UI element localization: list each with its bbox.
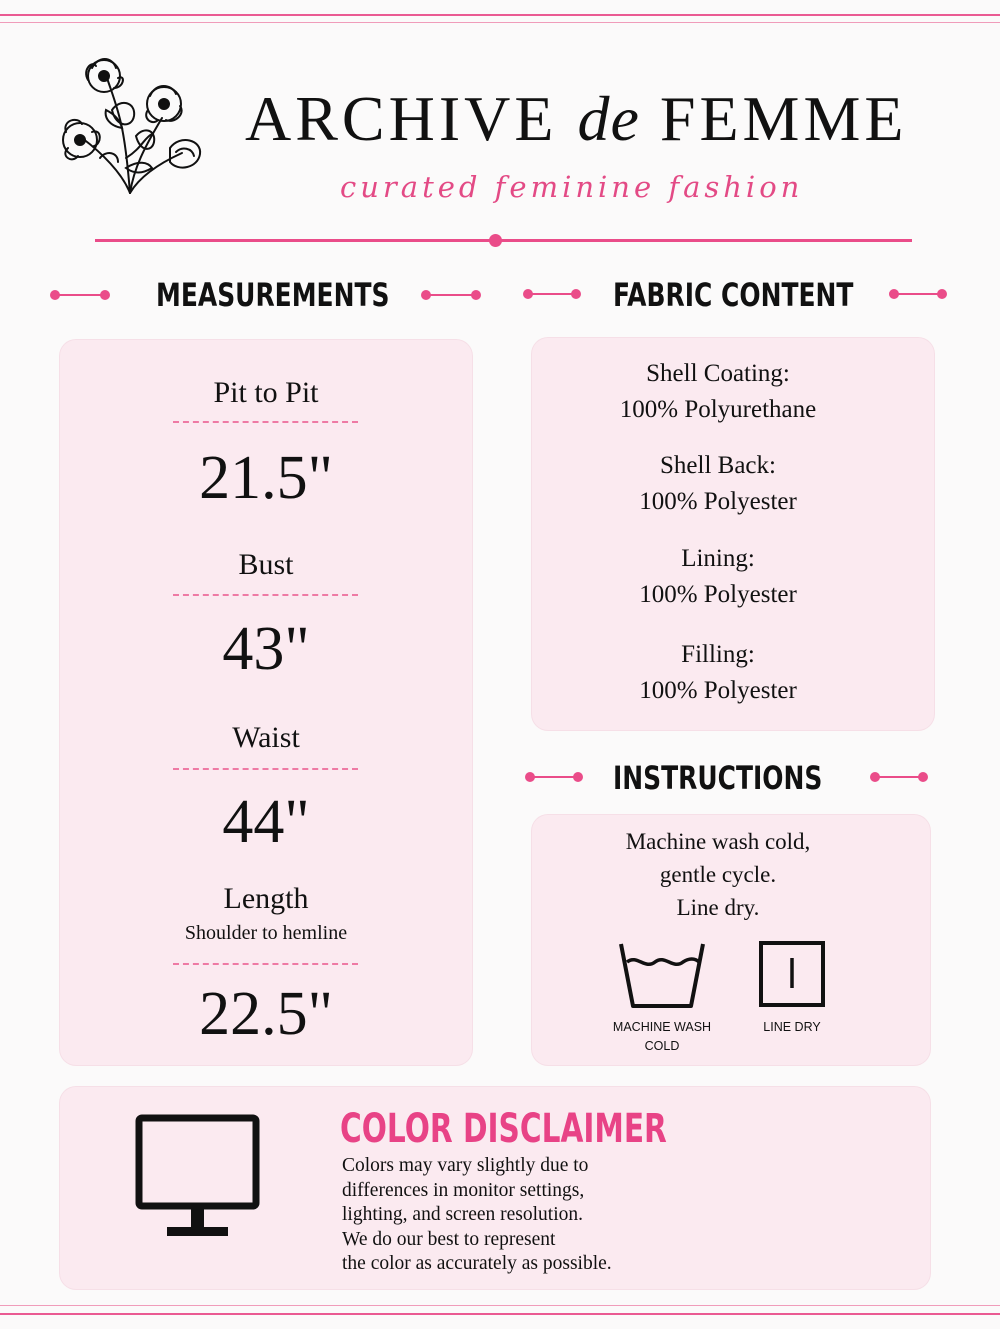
measurement-value: 21.5" [199,444,333,512]
fabric-item-label: Shell Back: [660,452,776,479]
fabric-item [532,541,904,613]
disclaimer-line: We do our best to represent [342,1228,556,1250]
care-label-line: MACHINE WASH [612,1020,712,1034]
brand-title-main: ARCHIVE [245,83,558,154]
measurements-heading: MEASUREMENTS [156,276,390,314]
flower-bouquet-icon [52,48,212,198]
instructions-deco-right [875,776,923,778]
measurement-divider [173,594,358,596]
disclaimer-line: lighting, and screen resolution. [342,1204,583,1225]
measurement-divider [173,768,358,770]
disclaimer-line: Colors may vary slightly due to [342,1155,589,1176]
brand-title-de: de [577,83,640,154]
fabric-item [532,356,904,428]
machine-wash-cold-label [592,1018,732,1056]
bottom-border [0,1313,1000,1315]
brand-title-end: FEMME [659,83,908,154]
header-divider [95,239,912,242]
disclaimer-body [342,1154,672,1277]
fabric-item [532,448,904,520]
measurement-label: Bust [238,548,294,581]
disclaimer-title: COLOR DISCLAIMER [340,1106,667,1152]
fabric-deco-right [894,293,942,295]
monitor-icon [135,1114,260,1242]
measurement-value: 22.5" [199,980,333,1048]
measurements-deco-left [55,294,105,296]
disclaimer-line: the color as accurately as possible. [342,1253,612,1274]
line-dry-icon [758,940,828,1010]
measurement-label: Waist [232,721,300,754]
care-label-line: LINE DRY [763,1020,821,1034]
measurement-value: 43" [222,615,310,683]
header-divider-dot [489,234,502,247]
instructions-text [532,825,904,924]
machine-wash-cold-icon [617,940,707,1010]
measurement-label: Pit to Pit [213,376,319,409]
instructions-line: gentle cycle. [659,862,777,887]
top-border-inner [0,22,1000,23]
fabric-item [532,637,904,709]
measurement-label: Length [223,882,309,915]
fabric-deco-left [528,293,576,295]
fabric-item-value: 100% Polyester [639,488,797,515]
instructions-deco-left [530,776,578,778]
bottom-border-inner [0,1305,1000,1306]
measurements-deco-right [426,294,476,296]
instructions-line: Machine wash cold, [625,829,811,854]
fabric-item-label: Filling: [681,641,755,668]
care-label-line: COLD [644,1039,680,1053]
line-dry-label [742,1018,842,1037]
measurement-divider [173,963,358,965]
fabric-heading: FABRIC CONTENT [613,276,854,314]
brand-tagline: curated feminine fashion [340,170,804,204]
fabric-item-label: Shell Coating: [646,360,790,387]
measurement-divider [173,421,358,423]
fabric-item-value: 100% Polyurethane [619,396,817,423]
instructions-line: Line dry. [676,895,760,920]
disclaimer-line: differences in monitor settings, [342,1179,585,1201]
instructions-heading: INSTRUCTIONS [613,759,823,797]
brand-title [245,82,945,156]
measurement-value: 44" [222,788,310,856]
fabric-item-label: Lining: [681,545,755,572]
measurement-sublabel: Shoulder to hemline [184,922,348,944]
fabric-item-value: 100% Polyester [639,677,797,704]
top-border [0,14,1000,16]
fabric-item-value: 100% Polyester [639,581,797,608]
